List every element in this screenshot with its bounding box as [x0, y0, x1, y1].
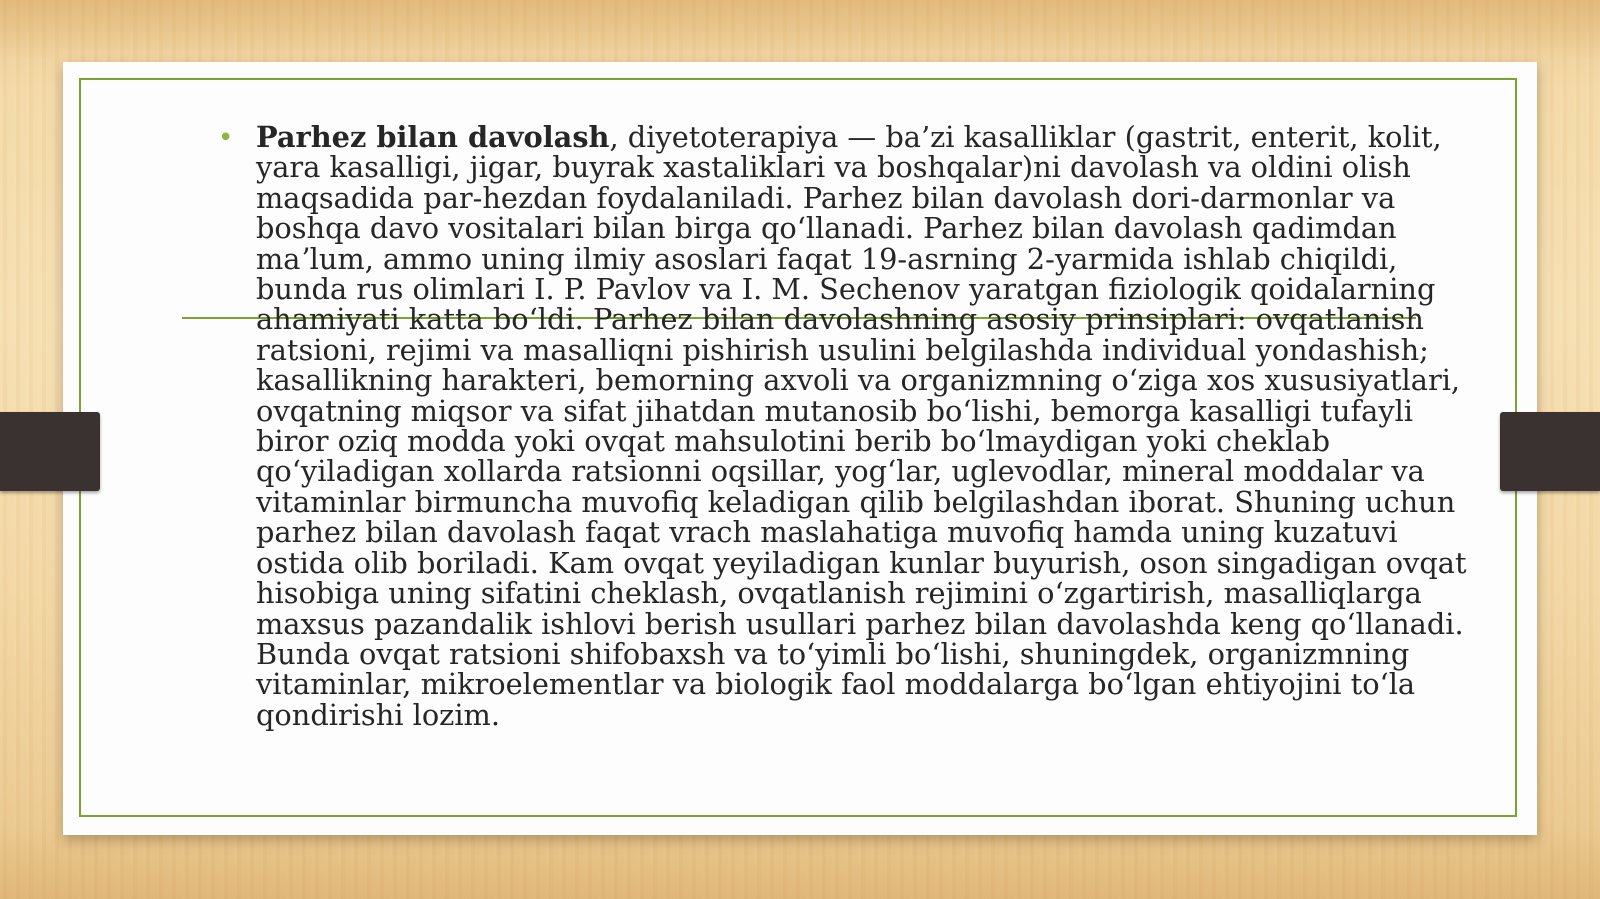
paragraph-term: Parhez bilan davolash — [256, 120, 610, 154]
binder-clip-left — [0, 412, 100, 491]
paragraph-text: , diyetoterapiya — ba’zi kasalliklar (gastrit, enterit, kolit, yara kasalligi, jigar, buyrak xastaliklari va boshqalar)ni davolash va oldini olish maqsadida par-hezdan foydalaniladi. Parhez bilan davolash dori-darmonlar va boshqa davo vositalari bilan birga qoʻllanadi. Parhez bilan davolash qadimdan maʼlum, ammo uning ilmiy asoslari faqat 19-asrning 2-yarmida ishlab chiqildi, bunda rus olimlari I. P. Pavlov va I. M. Sechenov yaratgan fiziologik qoidalarning ahamiyati katta boʻldi. Parhez bilan davolashning asosiy prinsiplari: ovqatlanish ratsioni, rejimi va masalliqni pishirish usulini belgilashda individual yondashish; kasallikning harakteri, bemorning axvoli va organizmning oʻziga xos xususiyatlari, ovqatning miqsor va sifat jihatdan mutanosib boʻlishi, bemorga kasalligi tufayli biror oziq modda yoki ovqat mahsulotini berib boʻlmaydigan yoki cheklab qoʻyiladigan xollarda ratsionni oqsillar, yogʻlar, uglevodlar, mineral moddalar va vitaminlar birmuncha muvofiq keladigan qilib belgilashdan iborat. Shuning uchun parhez bilan davolash faqat vrach maslahatiga muvofiq hamda uning kuzatuvi ostida olib boriladi. Kam ovqat yeyiladigan kunlar buyurish, oson singadigan ovqat hisobiga uning sifatini cheklash, ovqatlanish rejimini oʻzgartirish, masalliqlarga maxsus pazandalik ishlovi berish usullari parhez bilan davolashda keng qoʻllanadi. Bunda ovqat ratsioni shifobaxsh va toʻyimli boʻlishi, shuningdek, organizmning vitaminlar, mikroelementlar va biologik faol moddalarga boʻlgan ehtiyojini toʻla qondirishi lozim. — [256, 120, 1467, 732]
bullet-paragraph — [218, 122, 1478, 730]
wood-background-top — [0, 0, 1600, 60]
slide-card — [63, 62, 1537, 835]
slide-content — [218, 122, 1478, 730]
bullet-icon: • — [218, 123, 234, 153]
wood-background-bottom — [0, 829, 1600, 899]
binder-clip-right — [1500, 412, 1600, 491]
